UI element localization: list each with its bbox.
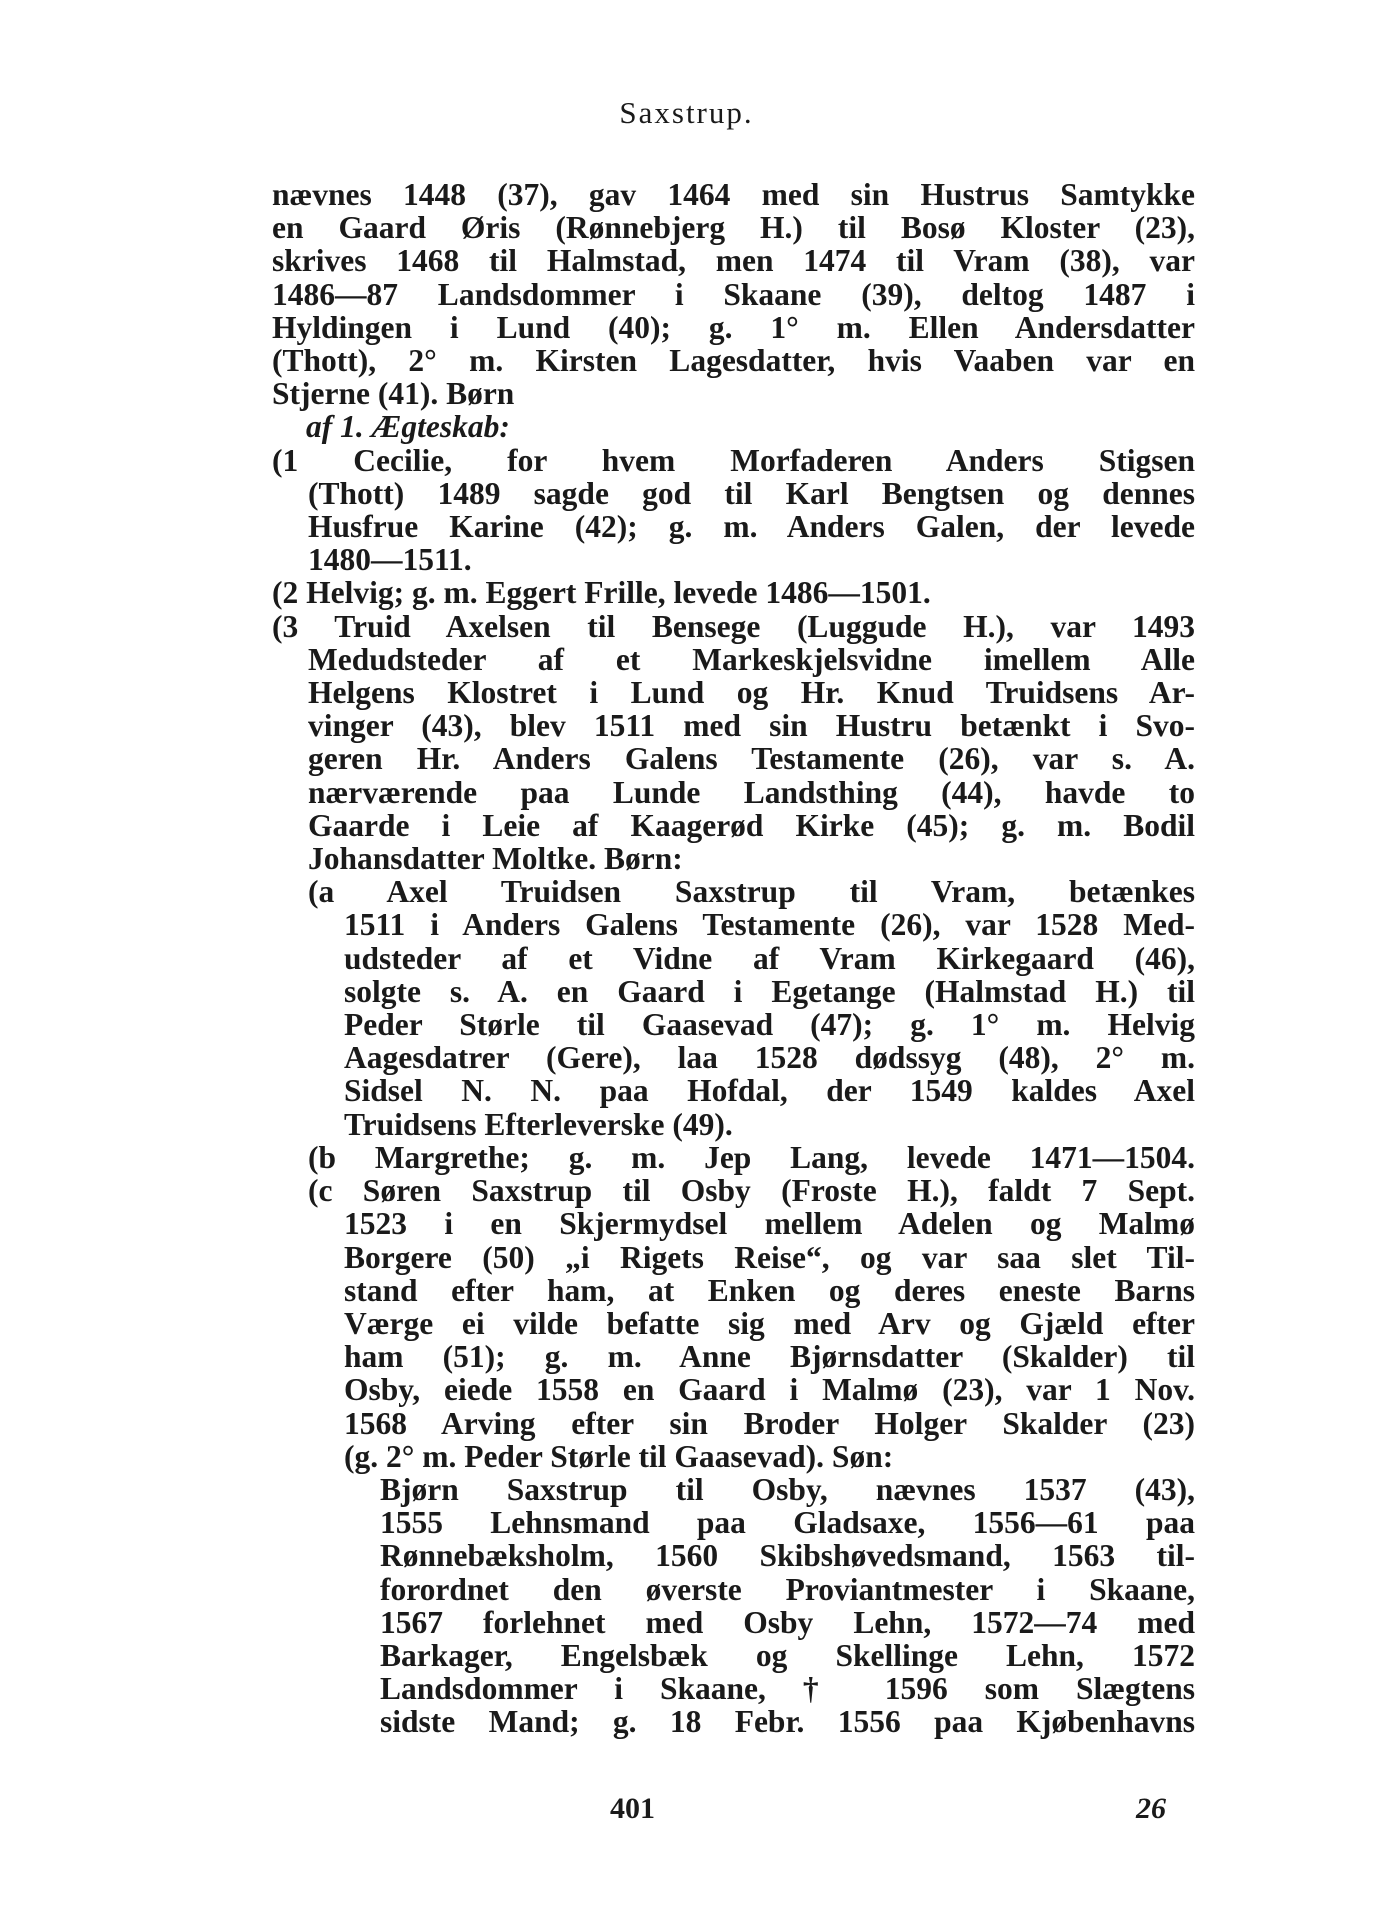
- text-line: 1523 i en Skjermydsel mellem Adelen og Malmø: [344, 1206, 1195, 1242]
- text-line: Peder Størle til Gaasevad (47); g. 1° m. Helvig: [344, 1007, 1195, 1043]
- text-line: (a Axel Truidsen Saxstrup til Vram, betænkes: [308, 874, 1195, 910]
- text-line: Johansdatter Moltke. Børn:: [308, 841, 683, 877]
- text-line: 1568 Arving efter sin Broder Holger Skalder (23): [344, 1405, 1195, 1441]
- text-line: (g. 2° m. Peder Størle til Gaasevad). Søn:: [344, 1438, 894, 1474]
- text-line: 1486—87 Landsdommer i Skaane (39), deltog 1487 i: [272, 276, 1195, 312]
- text-line: 1555 Lehnsmand paa Gladsaxe, 1556—61 paa: [380, 1505, 1195, 1541]
- text-line: Borgere (50) „i Rigets Reise“, og var saa slet Til-: [344, 1239, 1195, 1275]
- text-line: Sidsel N. N. paa Hofdal, der 1549 kaldes Axel: [344, 1073, 1195, 1109]
- text-line: (b Margrethe; g. m. Jep Lang, levede 1471—1504.: [308, 1139, 1195, 1175]
- text-line: Aagesdatrer (Gere), laa 1528 dødssyg (48), 2° m.: [344, 1040, 1195, 1076]
- text-line: nævnes 1448 (37), gav 1464 med sin Hustrus Samtykke: [272, 177, 1195, 212]
- text-line: Værge ei vilde befatte sig med Arv og Gjæld efter: [344, 1305, 1195, 1341]
- page-number: 401: [610, 1792, 655, 1825]
- text-line: (2 Helvig; g. m. Eggert Frille, levede 1486—1501.: [272, 575, 931, 611]
- text-line: Bjørn Saxstrup til Osby, nævnes 1537 (43),: [380, 1471, 1195, 1507]
- running-header: Saxstrup.: [619, 95, 754, 130]
- text-line: Rønnebæksholm, 1560 Skibshøvedsmand, 1563 til-: [380, 1538, 1195, 1574]
- text-line: Truidsens Efterleverske (49).: [344, 1106, 733, 1142]
- text-line: Stjerne (41). Børn: [272, 376, 515, 412]
- text-line: udsteder af et Vidne af Vram Kirkegaard (46),: [344, 940, 1195, 976]
- text-line: nærværende paa Lunde Landsthing (44), havde to: [308, 774, 1195, 810]
- text-line: Gaarde i Leie af Kaagerød Kirke (45); g. m. Bodil: [308, 807, 1195, 843]
- text-line: (c Søren Saxstrup til Osby (Froste H.), faldt 7 Sept.: [308, 1173, 1195, 1209]
- text-line: af 1. Ægteskab:: [306, 409, 510, 445]
- text-line: sidste Mand; g. 18 Febr. 1556 paa Kjøbenhavns: [380, 1704, 1195, 1740]
- text-line: forordnet den øverste Proviantmester i Skaane,: [380, 1571, 1195, 1607]
- text-line: Hyldingen i Lund (40); g. 1° m. Ellen Andersdatter: [272, 309, 1195, 345]
- text-line: stand efter ham, at Enken og deres eneste Barns: [344, 1272, 1195, 1308]
- text-line: Husfrue Karine (42); g. m. Anders Galen, der levede: [308, 509, 1195, 545]
- text-line: vinger (43), blev 1511 med sin Hustru betænkt i Svo-: [308, 708, 1195, 744]
- text-line: (3 Truid Axelsen til Bensege (Luggude H.), var 1493: [272, 608, 1195, 644]
- text-line: Helgens Klostret i Lund og Hr. Knud Truidsens Ar-: [308, 675, 1195, 711]
- text-line: skrives 1468 til Halmstad, men 1474 til Vram (38), var: [272, 243, 1195, 279]
- text-line: 1511 i Anders Galens Testamente (26), var 1528 Med-: [344, 907, 1195, 943]
- text-line: (Thott) 1489 sagde god til Karl Bengtsen og dennes: [308, 475, 1195, 511]
- text-line: 1567 forlehnet med Osby Lehn, 1572—74 med: [380, 1604, 1195, 1640]
- text-line: geren Hr. Anders Galens Testamente (26), var s. A.: [308, 741, 1195, 777]
- text-line: Landsdommer i Skaane, † 1596 som Slægtens: [380, 1671, 1195, 1707]
- text-line: en Gaard Øris (Rønnebjerg H.) til Bosø Kloster (23),: [272, 210, 1195, 246]
- text-line: ham (51); g. m. Anne Bjørnsdatter (Skalder) til: [344, 1339, 1195, 1375]
- body-text: [272, 178, 1195, 1739]
- text-line: Medudsteder af et Markeskjelsvidne imellem Alle: [308, 641, 1195, 677]
- text-line: Barkager, Engelsbæk og Skellinge Lehn, 1572: [380, 1637, 1195, 1673]
- text-line: 1480—1511.: [308, 542, 472, 578]
- signature-mark: 26: [1136, 1792, 1166, 1825]
- text-line: Osby, eiede 1558 en Gaard i Malmø (23), var 1 Nov.: [344, 1372, 1195, 1408]
- text-line: (Thott), 2° m. Kirsten Lagesdatter, hvis Vaaben var en: [272, 343, 1195, 379]
- text-line: (1 Cecilie, for hvem Morfaderen Anders Stigsen: [272, 442, 1195, 478]
- text-line: solgte s. A. en Gaard i Egetange (Halmstad H.) til: [344, 973, 1195, 1009]
